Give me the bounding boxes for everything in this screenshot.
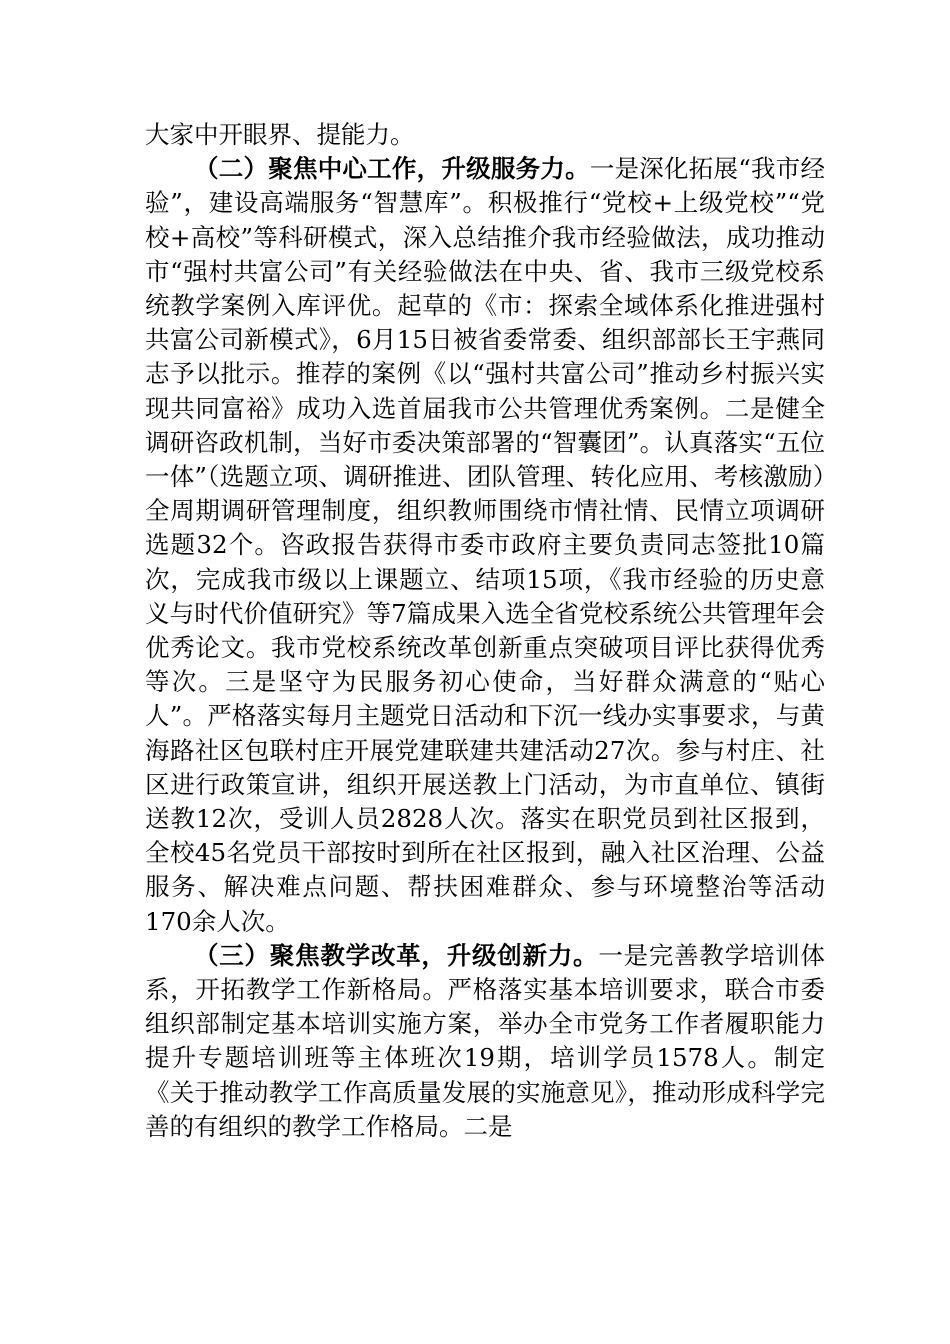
paragraph-service [145,152,825,939]
paragraph-teaching-reform [145,939,825,1144]
paragraph-heading: （三）聚焦教学改革，升级创新力。 [194,940,599,970]
paragraph-text: 一是深化拓展“我市经验”，建设高端服务“智慧库”。积极推行“党校+上级党校”“党校+高校”等科研模式，深入总结推介我市经验做法，成功推动市“强村共富公司”有关经验做法在中央、省、我市三级党校系统教学案例入库评优。起草的《市：探索全域体系化推进强村共富公司新模式》，6月15日被省委常委、组织部部长王宇燕同志予以批示。推荐的案例《以“强村共富公司”推动乡村振兴实现共同富裕》成功入选首届我市公共管理优秀案例。二是健全调研咨政机制，当好市委决策部署的“智囊团”。认真落实“五位一体”（选题立项、调研推进、团队管理、转化应用、考核激励）全周期调研管理制度，组织教师围绕市情社情、民情立项调研选题32个。咨政报告获得市委市政府主要负责同志签批10篇次，完成我市级以上课题立、结项15项，《我市经验的历史意义与时代价值研究》等7篇成果入选全省党校系统公共管理年会优秀论文。我市党校系统改革创新重点突破项目评比获得优秀等次。三是坚守为民服务初心使命，当好群众满意的“贴心人”。严格落实每月主题党日活动和下沉一线办实事要求，与黄海路社区包联村庄开展党建联建共建活动27次。参与村庄、社区进行政策宣讲，组织开展送教上门活动，为市直单位、镇街送教12次，受训人员2828人次。落实在职党员到社区报到，全校45名党员干部按时到所在社区报到，融入社区治理、公益服务、解决难点问题、帮扶困难群众、参与环境整治等活动170余人次。 [145,154,826,936]
paragraph-text: 一是完善教学培训体系，开拓教学工作新格局。严格落实基本培训要求，联合市委组织部制定基本培训实施方案，举办全市党务工作者履职能力提升专题培训班等主体班次19期，培训学员1578人。制定《关于推动教学工作高质量发展的实施意见》，推动形成科学完善的有组织的教学工作格局。二是 [145,940,826,1141]
paragraph-continuation [145,118,825,152]
paragraph-heading: （二）聚焦中心工作，升级服务力。 [194,154,590,184]
paragraph-text: 大家中开眼界、提能力。 [145,120,415,149]
document-body [145,118,825,1144]
